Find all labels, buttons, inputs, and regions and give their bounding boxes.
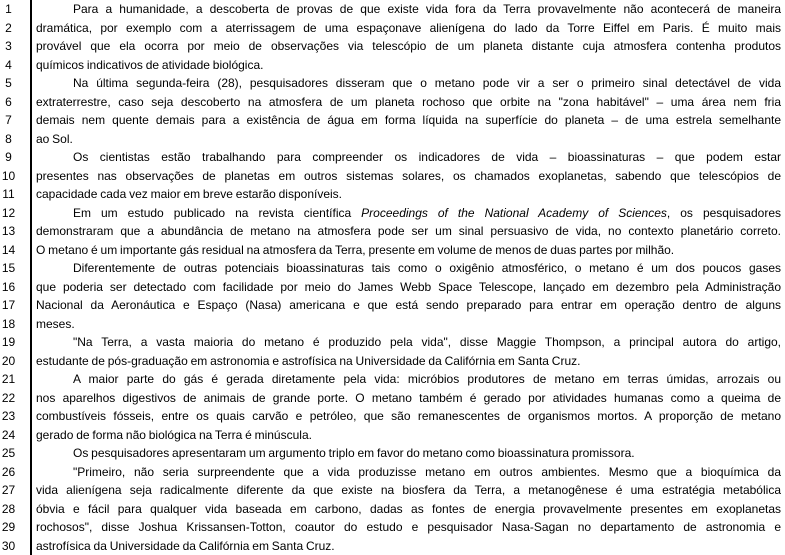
line-number: 21	[1, 372, 16, 386]
line-number: 20	[1, 353, 16, 368]
text-line: dramática, por exemplo com a aterrissagem de uma espaçonave alienígena do lado da Torre Eiffel em Paris. É muito mais	[36, 20, 781, 35]
line-number: 28	[1, 501, 16, 516]
line-number: 9	[5, 150, 12, 164]
line-number: 15	[1, 261, 16, 275]
line-number: 27	[1, 483, 16, 497]
text-line: astrofísica da Universidade da Califórnia em Santa Cruz.	[36, 538, 335, 553]
line-number: 5	[5, 76, 12, 90]
text-line: demais nem quente demais para a existência de água em forma líquida na superfície do planeta – de uma estrela semelhante	[36, 113, 781, 127]
text-line: Diferentemente de outras potenciais bioassinaturas tais como o oxigênio atmosférico, o metano é um dos poucos gases	[73, 261, 781, 275]
text-line: Para a humanidade, a descoberta de provas de que existe vida fora da Terra provavelmente não acontecerá de maneira	[73, 2, 781, 16]
text-line: químicos indicativos de atividade biológica.	[36, 57, 264, 72]
text-line: nos aparelhos digestivos de animais de grande porte. O metano também é gerado por atividades humanas como a queima de	[36, 390, 781, 405]
line-number: 19	[1, 335, 16, 349]
text-line: ao Sol.	[36, 131, 73, 146]
text-line: extraterrestre, caso seja descoberto na atmosfera de um planeta rochoso que orbite na "zona habitável" – uma área nem fria	[36, 94, 781, 109]
line-number: 30	[1, 538, 16, 553]
line-number: 10	[1, 168, 16, 183]
text-line: Nacional da Aeronáutica e Espaço (Nasa) americana e que está sendo preparado para entrar em operação dentro de alguns	[36, 298, 781, 312]
line-number: 16	[1, 279, 16, 294]
line-number: 25	[1, 446, 16, 460]
text-line: combustíveis fósseis, entre os quais carvão e petróleo, que são remanescentes de organismos mortos. A proporção de metano	[36, 409, 781, 423]
text-line: Os pesquisadores apresentaram um argumento triplo em favor do metano como bioassinatura promissora.	[73, 446, 635, 460]
text-line: presentes nas observações de planetas em outros sistemas solares, os chamados exoplanetas, sabendo que telescópios de	[36, 168, 781, 183]
text-line: que poderia ser detectado com facilidade por meio do James Webb Space Telescope, lançado em dezembro pela Administração	[36, 279, 781, 294]
line-number-gutter	[0, 0, 17, 555]
line-number: 6	[5, 94, 12, 109]
text-line: estudante de pós-graduação em astronomia e astrofísica na Universidade da Califórnia em Santa Cruz.	[36, 353, 581, 368]
line-number: 2	[5, 20, 12, 35]
line-number: 13	[1, 224, 16, 238]
line-number: 23	[1, 409, 16, 423]
text-line: "Na Terra, a vasta maioria do metano é produzido pela vida", disse Maggie Thompson, a principal autora do artigo,	[73, 335, 781, 349]
text-line: óbvia e fácil para qualquer vida baseada em carbono, dadas as fontes de energia provavelmente presentes em exoplanetas	[36, 501, 781, 516]
line-number: 29	[1, 520, 16, 534]
text-line: vida alienígena seja radicalmente diferente da que existe na biosfera da Terra, a metanogênese é uma estratégia metabólica	[36, 483, 781, 497]
line-number: 14	[1, 242, 16, 257]
text-line: Em um estudo publicado na revista científica Proceedings of the National Academy of Sciences, os pesquisadores	[73, 205, 781, 220]
line-number: 22	[1, 390, 16, 405]
line-number: 1	[5, 2, 12, 16]
line-number: 24	[1, 427, 16, 442]
text-line: Na última segunda-feira (28), pesquisadores disseram que o metano pode vir a ser o primeiro sinal detectável de vida	[73, 76, 781, 90]
line-number: 26	[1, 464, 16, 479]
text-line: "Primeiro, não seria surpreendente que a vida produzisse metano em outros ambientes. Mesmo que a bioquímica da	[73, 464, 781, 479]
text-line: A maior parte do gás é gerada diretamente pela vida: micróbios produtores de metano em terras úmidas, arrozais ou	[73, 372, 781, 386]
line-number: 18	[1, 316, 16, 331]
text-line: demonstraram que a abundância de metano na atmosfera pode ser um sinal persuasivo de vida, no contexto planetário correto.	[36, 224, 781, 238]
line-number: 11	[2, 187, 15, 201]
text-line: capacidade cada vez maior em breve estarão disponíveis.	[36, 187, 343, 201]
text-line: rochosos", disse Joshua Krissansen-Totton, coautor do estudo e pesquisador Nasa-Sagan no departamento de astronomia e	[36, 520, 781, 534]
text-line: Os cientistas estão trabalhando para compreender os indicadores de vida – bioassinaturas – que podem estar	[73, 150, 781, 164]
line-number: 4	[5, 57, 12, 72]
text-line: gerado de forma não biológica na Terra é minúscula.	[36, 427, 312, 442]
line-number: 3	[5, 39, 12, 53]
line-number: 8	[5, 131, 12, 146]
line-number: 17	[1, 298, 16, 312]
text-line: provável que ela ocorra por meio de observações via telescópio de um planeta distante cuja atmosfera contenha produtos	[36, 39, 781, 53]
text-line: O metano é um importante gás residual na atmosfera da Terra, presente em volume de menos de duas partes por milhão.	[36, 242, 675, 257]
line-number: 12	[1, 205, 16, 220]
line-number: 7	[5, 113, 12, 127]
document-text-area[interactable]	[32, 0, 781, 555]
text-line: meses.	[36, 316, 75, 331]
